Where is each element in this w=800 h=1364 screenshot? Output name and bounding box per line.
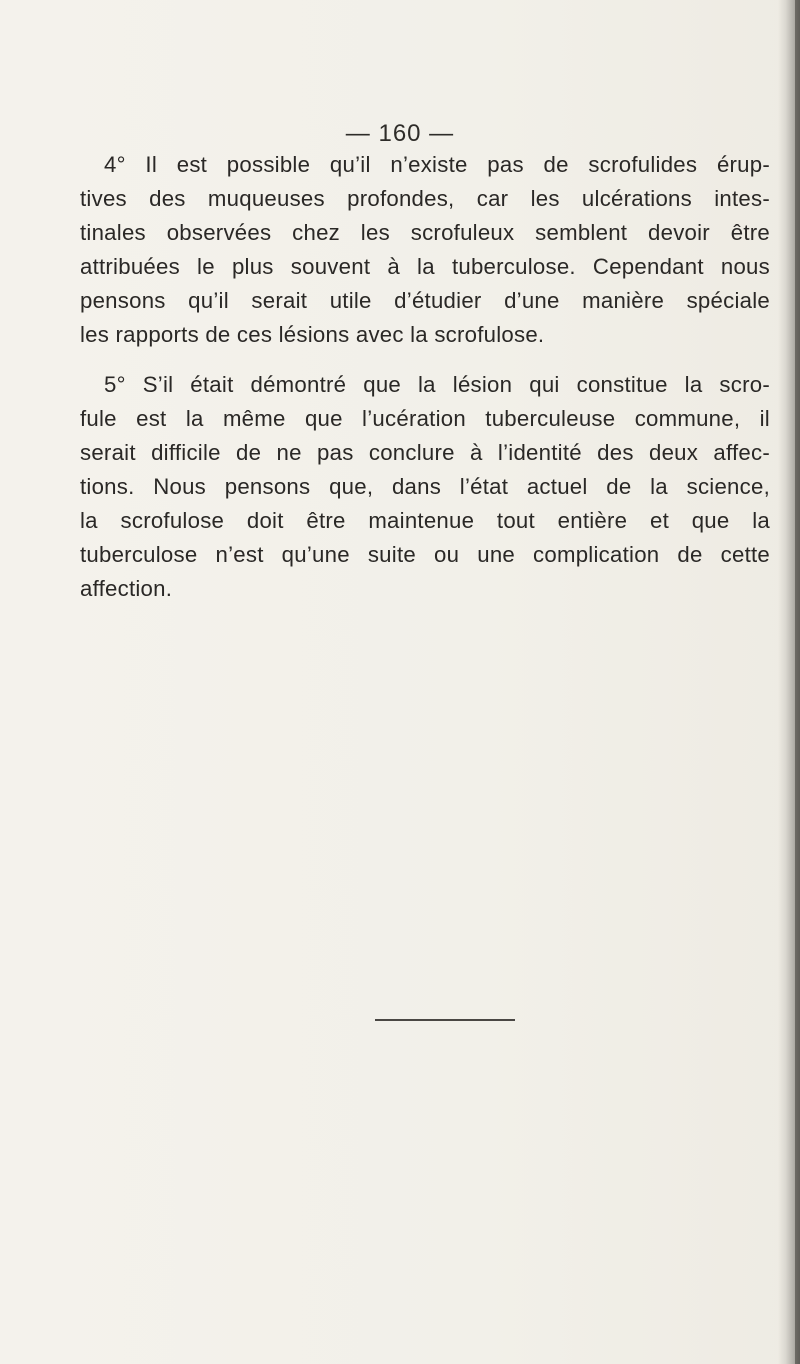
text-line: fule est la même que l’ucération tuberculeuse commune, il — [80, 406, 770, 431]
page-edge — [795, 0, 800, 1364]
text-line: tuberculose n’est qu’une suite ou une complication de cette — [80, 542, 770, 567]
text-line: tions. Nous pensons que, dans l’état actuel de la science, — [80, 474, 770, 499]
section-rule — [375, 1019, 515, 1021]
text-line: serait difficile de ne pas conclure à l’identité des deux affec- — [80, 440, 770, 465]
text-line: affection. — [80, 576, 173, 601]
text-line: 4° Il est possible qu’il n’existe pas de scrofulides érup- — [104, 152, 770, 177]
text-line: la scrofulose doit être maintenue tout entière et que la — [80, 508, 770, 533]
text-line: pensons qu’il serait utile d’étudier d’une manière spéciale — [80, 288, 770, 313]
paragraph-5 — [80, 368, 770, 606]
text-line: attribuées le plus souvent à la tuberculose. Cependant nous — [80, 254, 770, 279]
body-text — [80, 148, 770, 606]
text-line: les rapports de ces lésions avec la scrofulose. — [80, 322, 545, 347]
text-line: tives des muqueuses profondes, car les ulcérations intes- — [80, 186, 770, 211]
text-line: tinales observées chez les scrofuleux semblent devoir être — [80, 220, 770, 245]
paragraph-gap — [80, 352, 770, 368]
paragraph-4 — [80, 148, 770, 352]
page-number: — 160 — — [345, 120, 455, 147]
text-line: 5° S’il était démontré que la lésion qui constitue la scro- — [104, 372, 770, 397]
